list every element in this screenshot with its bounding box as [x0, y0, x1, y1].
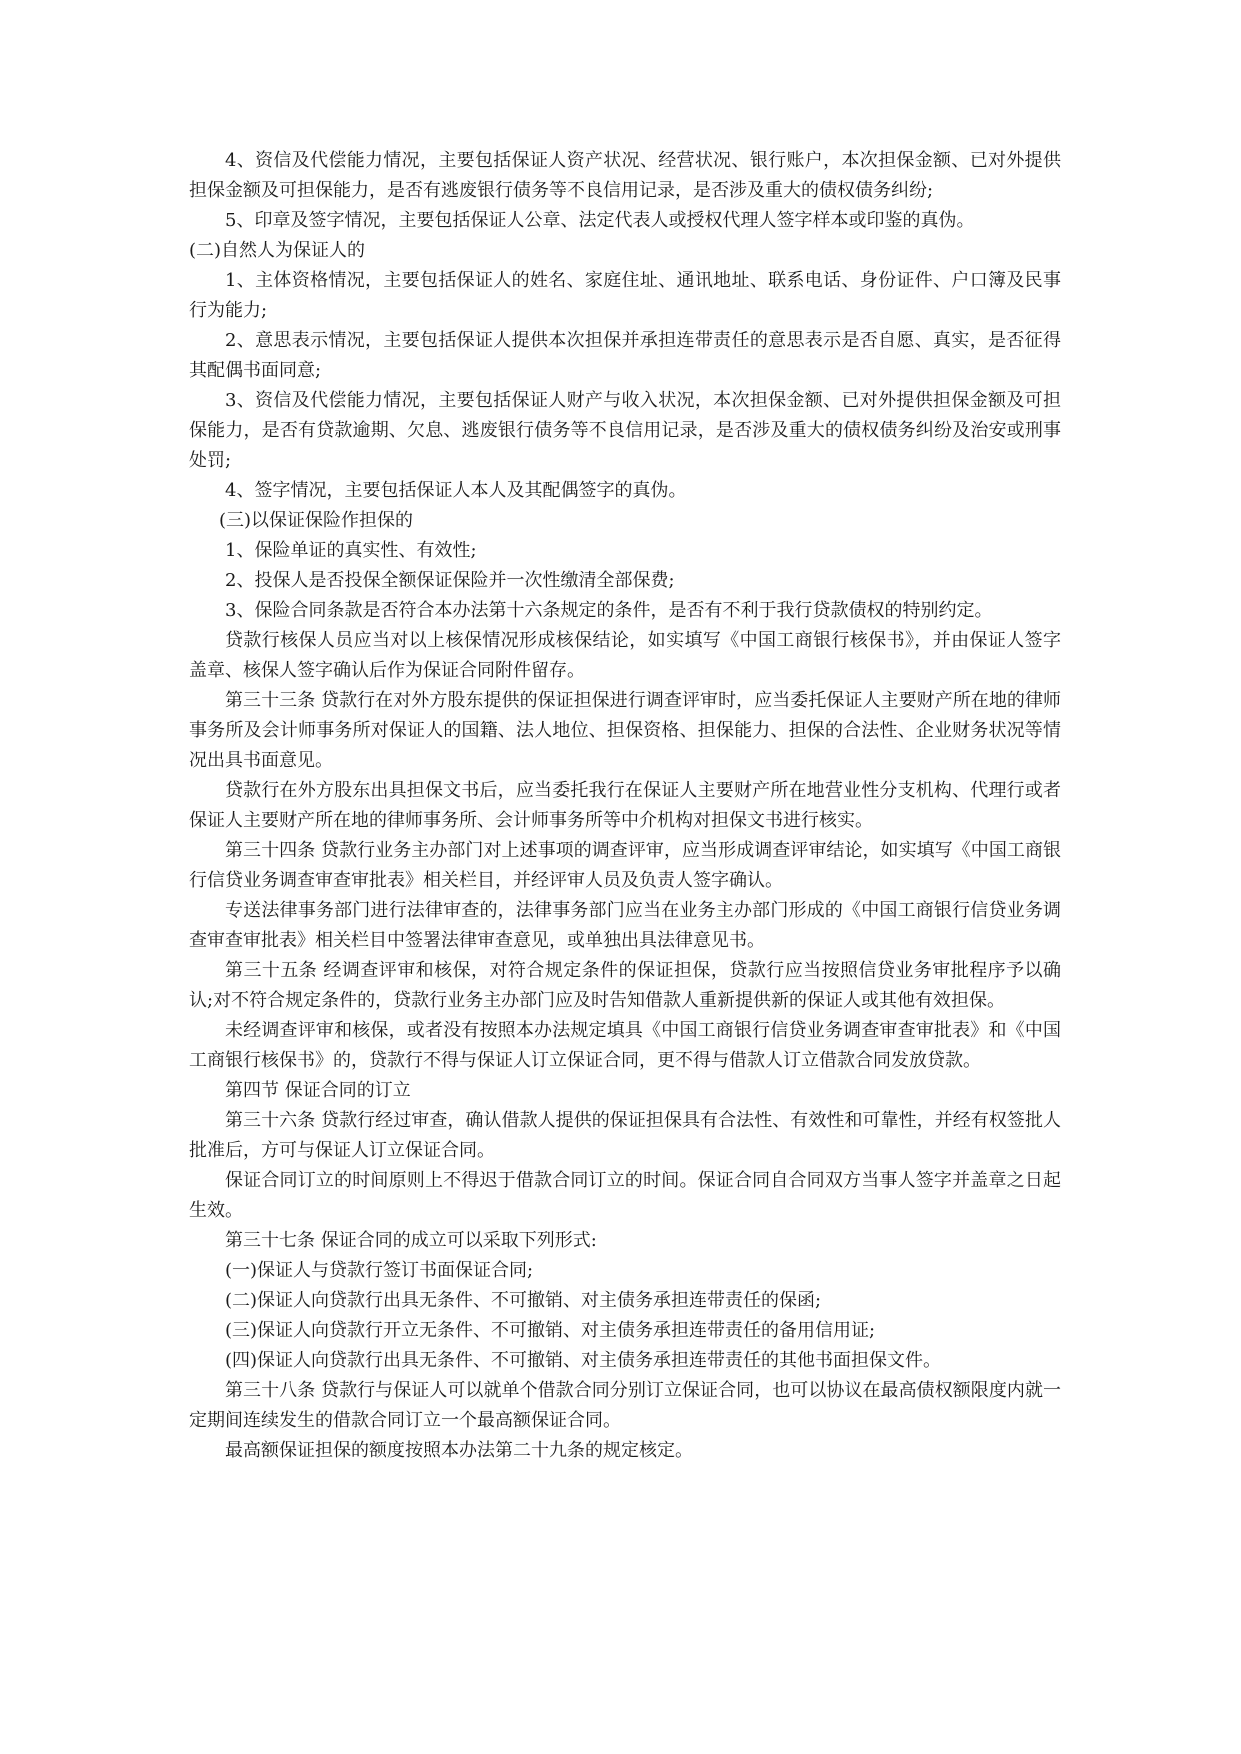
paragraph: 未经调查评审和核保，或者没有按照本办法规定填具《中国工商银行信贷业务调查审查审批表》和《中国工商银行核保书》的，贷款行不得与保证人订立保证合同，更不得与借款人订立借款合同发放贷款。: [189, 1020, 1061, 1071]
paragraph: 2、意思表示情况，主要包括保证人提供本次担保并承担连带责任的意思表示是否自愿、真实，是否征得其配偶书面同意;: [189, 330, 1061, 381]
article-paragraph: 第三十八条 贷款行与保证人可以就单个借款合同分别订立保证合同，也可以协议在最高债权额限度内就一定期间连续发生的借款合同订立一个最高额保证合同。: [189, 1380, 1061, 1431]
paragraph: 保证合同订立的时间原则上不得迟于借款合同订立的时间。保证合同自合同双方当事人签字并盖章之日起生效。: [189, 1170, 1061, 1221]
paragraph: 4、资信及代偿能力情况，主要包括保证人资产状况、经营状况、银行账户，本次担保金额、已对外提供担保金额及可担保能力，是否有逃废银行债务等不良信用记录，是否涉及重大的债权债务纠纷;: [189, 150, 1061, 201]
list-item: (三)保证人向贷款行开立无条件、不可撤销、对主债务承担连带责任的备用信用证;: [225, 1320, 876, 1341]
list-item: (一)保证人与贷款行签订书面保证合同;: [225, 1260, 534, 1281]
article-paragraph: 第三十四条 贷款行业务主办部门对上述事项的调查评审，应当形成调查评审结论，如实填写《中国工商银行信贷业务调查审查审批表》相关栏目，并经评审人员及负责人签字确认。: [189, 840, 1061, 891]
article-paragraph: 第三十六条 贷款行经过审查，确认借款人提供的保证担保具有合法性、有效性和可靠性，并经有权签批人批准后，方可与保证人订立保证合同。: [189, 1110, 1061, 1161]
section-heading: (二)自然人为保证人的: [189, 240, 366, 261]
article-paragraph: 第三十七条 保证合同的成立可以采取下列形式:: [225, 1230, 597, 1251]
article-paragraph: 第三十三条 贷款行在对外方股东提供的保证担保进行调查评审时，应当委托保证人主要财产所在地的律师事务所及会计师事务所对保证人的国籍、法人地位、担保资格、担保能力、担保的合法性、企业财务状况等情况出具书面意见。: [189, 690, 1061, 771]
paragraph: 3、保险合同条款是否符合本办法第十六条规定的条件，是否有不利于我行贷款债权的特别约定。: [225, 600, 993, 621]
paragraph: 最高额保证担保的额度按照本办法第二十九条的规定核定。: [225, 1440, 693, 1461]
section-heading: (三)以保证保险作担保的: [219, 510, 414, 531]
paragraph: 1、保险单证的真实性、有效性;: [225, 540, 477, 561]
document-page: [189, 146, 1061, 1466]
paragraph: 专送法律事务部门进行法律审查的，法律事务部门应当在业务主办部门形成的《中国工商银行信贷业务调查审查审批表》相关栏目中签署法律审查意见，或单独出具法律意见书。: [189, 900, 1061, 951]
paragraph: 5、印章及签字情况，主要包括保证人公章、法定代表人或授权代理人签字样本或印鉴的真伪。: [225, 210, 975, 231]
paragraph: 贷款行核保人员应当对以上核保情况形成核保结论，如实填写《中国工商银行核保书》，并由保证人签字盖章、核保人签字确认后作为保证合同附件留存。: [189, 630, 1061, 681]
paragraph: 1、主体资格情况，主要包括保证人的姓名、家庭住址、通讯地址、联系电话、身份证件、户口簿及民事行为能力;: [189, 270, 1061, 321]
list-item: (四)保证人向贷款行出具无条件、不可撤销、对主债务承担连带责任的其他书面担保文件。: [225, 1350, 942, 1371]
section-heading: 第四节 保证合同的订立: [225, 1080, 411, 1101]
paragraph: 2、投保人是否投保全额保证保险并一次性缴清全部保费;: [225, 570, 675, 591]
paragraph: 贷款行在外方股东出具担保文书后，应当委托我行在保证人主要财产所在地营业性分支机构、代理行或者保证人主要财产所在地的律师事务所、会计师事务所等中介机构对担保文书进行核实。: [189, 780, 1061, 831]
paragraph: 3、资信及代偿能力情况，主要包括保证人财产与收入状况，本次担保金额、已对外提供担保金额及可担保能力，是否有贷款逾期、欠息、逃废银行债务等不良信用记录，是否涉及重大的债权债务纠纷及治安或刑事处罚;: [189, 390, 1061, 471]
article-paragraph: 第三十五条 经调查评审和核保，对符合规定条件的保证担保，贷款行应当按照信贷业务审批程序予以确认;对不符合规定条件的，贷款行业务主办部门应及时告知借款人重新提供新的保证人或其他有效担保。: [189, 960, 1061, 1011]
paragraph: 4、签字情况，主要包括保证人本人及其配偶签字的真伪。: [225, 480, 687, 501]
list-item: (二)保证人向贷款行出具无条件、不可撤销、对主债务承担连带责任的保函;: [225, 1290, 822, 1311]
